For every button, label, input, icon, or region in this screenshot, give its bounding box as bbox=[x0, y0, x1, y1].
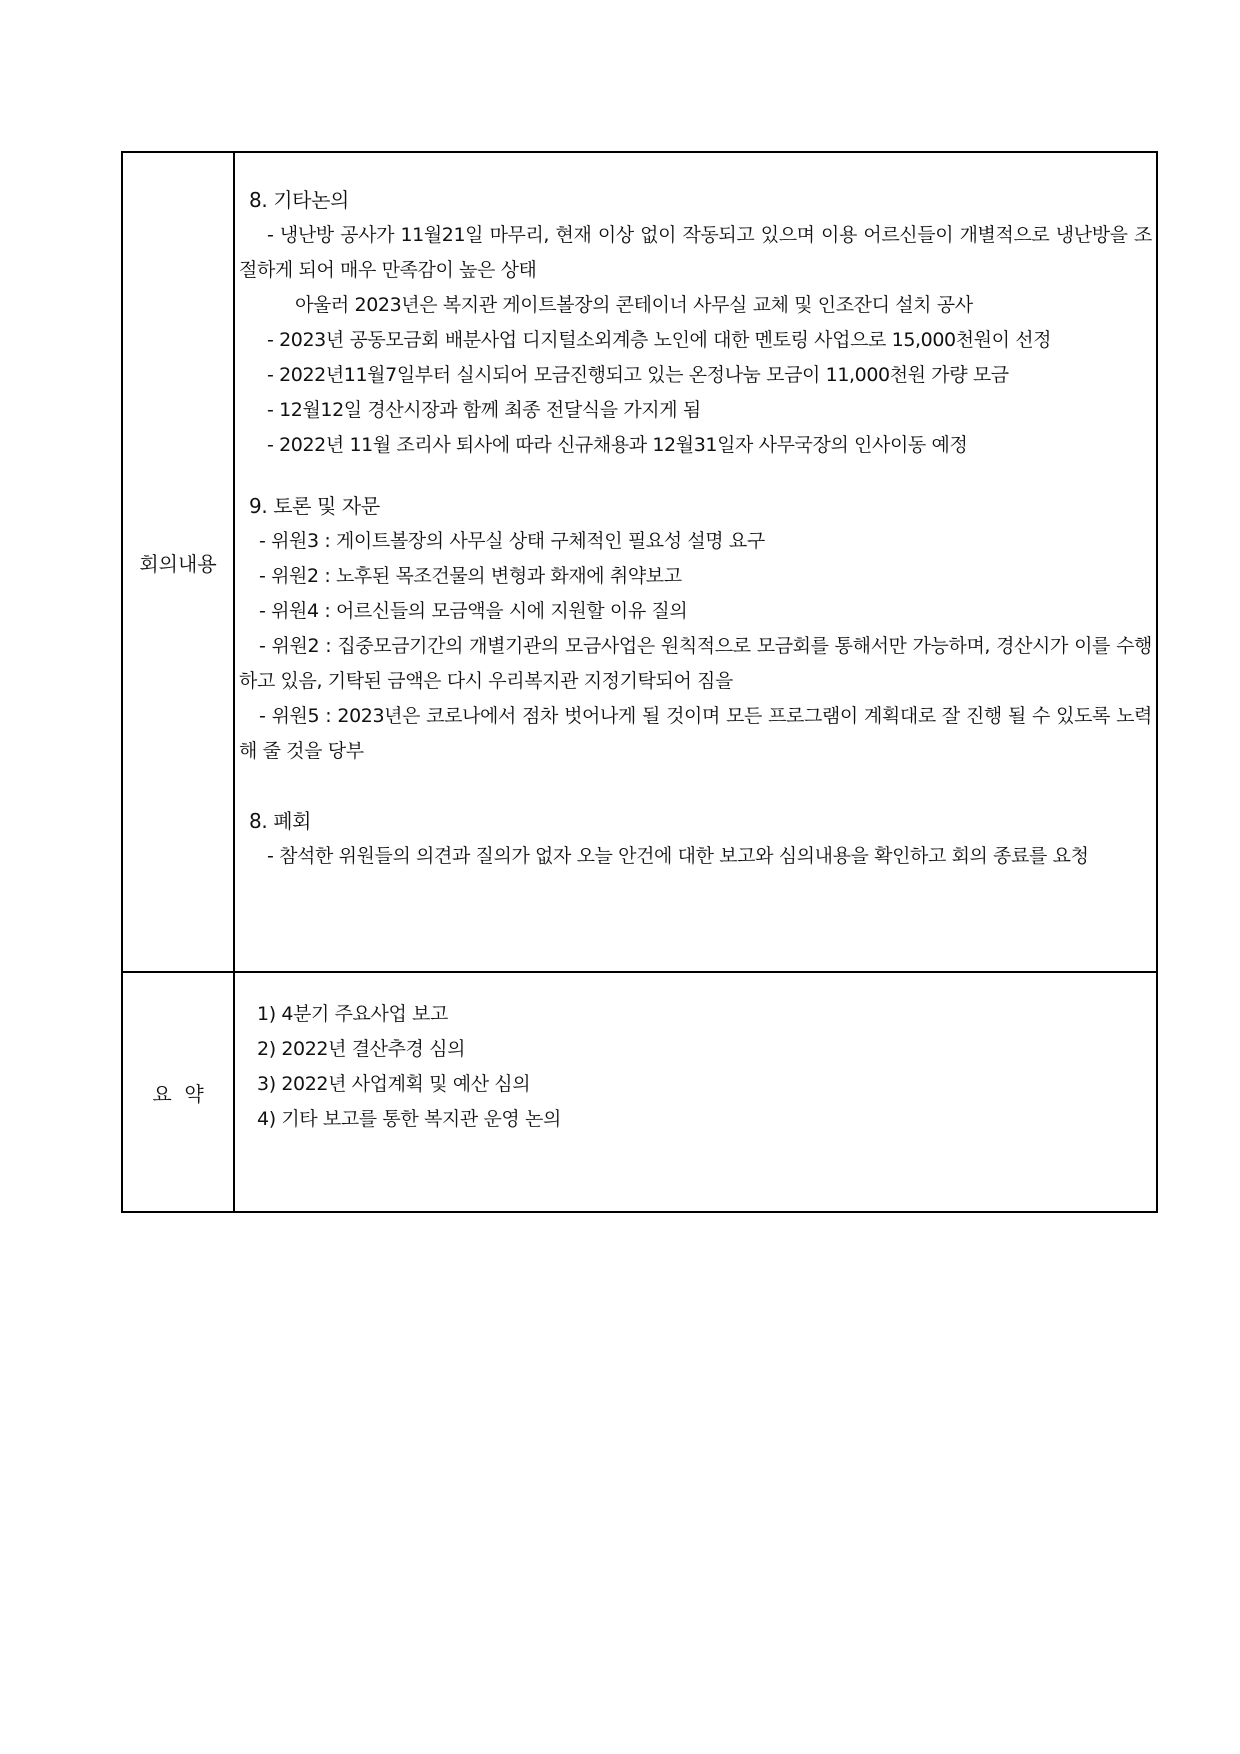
meeting-minutes-table bbox=[121, 151, 1158, 1213]
section-heading: 9. 토론 및 자문 bbox=[249, 494, 380, 518]
list-item: - 위원3 : 게이트볼장의 사무실 상태 구체적인 필요성 설명 요구 bbox=[259, 530, 765, 552]
section-closing bbox=[239, 804, 1152, 874]
section-other-discussion bbox=[239, 183, 1152, 463]
list-item: - 위원2 : 집중모금기간의 개별기관의 모금사업은 원칙적으로 모금회를 통해서만 가능하며, 경산시가 이를 수행하고 있음, 기탁된 금액은 다시 우리복지관 지정기탁되어 짐을 bbox=[239, 635, 1152, 692]
list-item: - 위원2 : 노후된 목조건물의 변형과 화재에 취약보고 bbox=[259, 565, 682, 587]
list-item: - 12월12일 경산시장과 함께 최종 전달식을 가지게 됨 bbox=[267, 399, 701, 421]
list-item: - 참석한 위원들의 의견과 질의가 없자 오늘 안건에 대한 보고와 심의내용을 확인하고 회의 종료를 요청 bbox=[267, 845, 1089, 867]
list-item: - 위원5 : 2023년은 코로나에서 점차 벗어나게 될 것이며 모든 프로그램이 계획대로 잘 진행 될 수 있도록 노력해 줄 것을 당부 bbox=[239, 705, 1152, 762]
list-item: 4) 기타 보고를 통한 복지관 운영 논의 bbox=[257, 1108, 561, 1130]
summary-label: 요 약 bbox=[122, 972, 234, 1212]
summary-body bbox=[234, 972, 1157, 1212]
list-item: 2) 2022년 결산추경 심의 bbox=[257, 1038, 466, 1060]
section-discussion-advice bbox=[239, 489, 1152, 769]
list-item: - 2022년11월7일부터 실시되어 모금진행되고 있는 온정나눔 모금이 11,000천원 가량 모금 bbox=[267, 364, 1009, 386]
list-item: 3) 2022년 사업계획 및 예산 심의 bbox=[257, 1073, 531, 1095]
content-body bbox=[234, 152, 1157, 972]
summary-row bbox=[122, 972, 1157, 1212]
list-item: - 위원4 : 어르신들의 모금액을 시에 지원할 이유 질의 bbox=[259, 600, 688, 622]
list-item: - 2023년 공동모금회 배분사업 디지털소외계층 노인에 대한 멘토링 사업으로 15,000천원이 선정 bbox=[267, 329, 1052, 351]
section-heading: 8. 기타논의 bbox=[249, 188, 349, 212]
section-heading: 8. 폐회 bbox=[249, 809, 312, 833]
list-item: - 냉난방 공사가 11월21일 마무리, 현재 이상 없이 작동되고 있으며 이용 어르신들이 개별적으로 냉난방을 조절하게 되어 매우 만족감이 높은 상태 bbox=[239, 224, 1152, 281]
list-item: 1) 4분기 주요사업 보고 bbox=[257, 1003, 448, 1025]
content-row bbox=[122, 152, 1157, 972]
list-item: - 2022년 11월 조리사 퇴사에 따라 신규채용과 12월31일자 사무국장의 인사이동 예정 bbox=[267, 434, 968, 456]
list-item: 아울러 2023년은 복지관 게이트볼장의 콘테이너 사무실 교체 및 인조잔디 설치 공사 bbox=[295, 294, 973, 316]
content-label: 회의내용 bbox=[122, 152, 234, 972]
summary-list bbox=[239, 997, 1152, 1137]
